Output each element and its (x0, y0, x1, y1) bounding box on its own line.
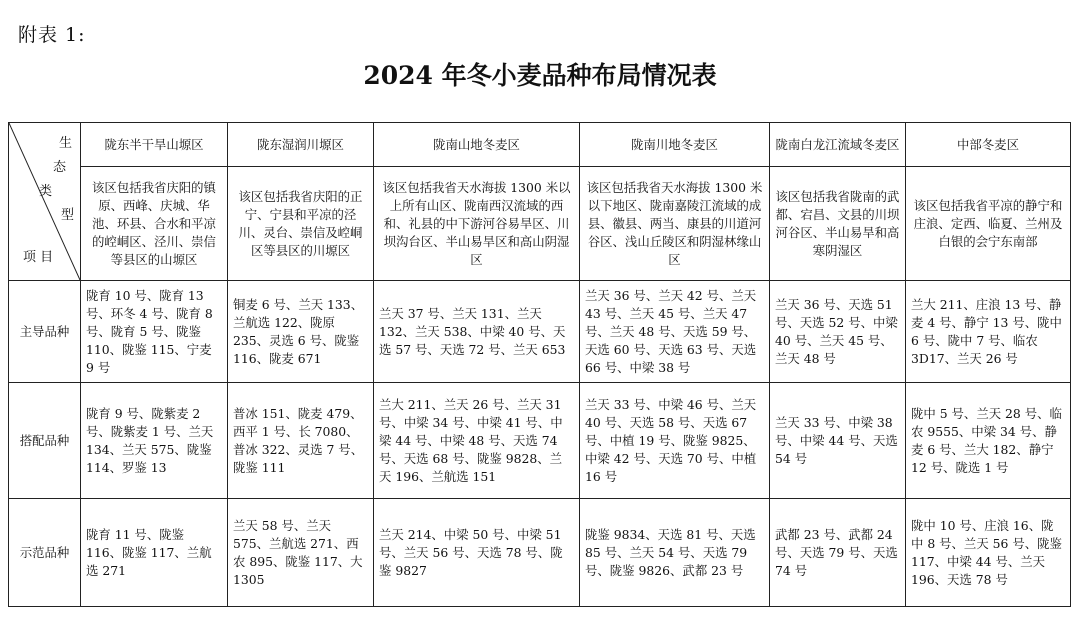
page-title: 2024 年冬小麦品种布局情况表 (363, 61, 717, 90)
variety-cell: 陇中 10 号、庄浪 16、陇中 8 号、兰天 56 号、陇鉴 117、中梁 44 号、兰天 196、天选 78 号 (906, 499, 1071, 607)
variety-cell: 兰天 214、中梁 50 号、中梁 51 号、兰天 56 号、天选 78 号、陇鉴 9827 (374, 499, 580, 607)
variety-cell: 兰天 33 号、中梁 46 号、兰天 40 号、天选 58 号、天选 67 号、中植 19 号、陇鉴 9825、中梁 42 号、天选 70 号、中植 16 号 (580, 383, 770, 499)
variety-cell: 陇育 11 号、陇鉴 116、陇鉴 117、兰航选 271 (81, 499, 228, 607)
zone-name-row (9, 123, 1071, 167)
variety-cell: 兰大 211、庄浪 13 号、静麦 4 号、静宁 13 号、陇中 6 号、陇中 7 号、临农 3D17、兰天 26 号 (906, 281, 1071, 383)
corner-char-3: 类 (39, 184, 53, 199)
variety-cell: 陇育 9 号、陇紫麦 2 号、陇紫麦 1 号、兰天 134、兰天 575、陇鉴 114、罗鉴 13 (81, 383, 228, 499)
corner-header-cell (9, 123, 81, 281)
corner-char-4: 型 (61, 208, 75, 223)
variety-cell: 铜麦 6 号、兰天 133、兰航选 122、陇原 235、灵选 6 号、陇鉴 116、陇麦 671 (228, 281, 374, 383)
variety-cell: 陇鉴 9834、天选 81 号、天选 85 号、兰天 54 号、天选 79 号、陇鉴 9826、武都 23 号 (580, 499, 770, 607)
variety-cell: 普冰 151、陇麦 479、西平 1 号、长 7080、普冰 322、灵选 7 号、陇鉴 111 (228, 383, 374, 499)
row-label: 搭配品种 (9, 383, 81, 499)
variety-cell: 武都 23 号、武都 24 号、天选 79 号、天选 74 号 (770, 499, 906, 607)
table-row (9, 383, 1071, 499)
zone-desc: 该区包括我省天水海拔 1300 米以上所有山区、陇南西汉流域的西和、礼县的中下游河谷易旱区、川坝沟台区、半山易旱区和高山阴湿区 (374, 167, 580, 281)
variety-cell: 兰大 211、兰天 26 号、兰天 31 号、中梁 34 号、中梁 41 号、中梁 44 号、中梁 48 号、天选 74 号、天选 68 号、陇鉴 9828、兰天 196、兰航选 151 (374, 383, 580, 499)
annex-label: 附表 1: (18, 24, 86, 46)
table-row (9, 281, 1071, 383)
variety-cell: 陇中 5 号、兰天 28 号、临农 9555、中梁 34 号、静麦 6 号、兰大 182、静宁 12 号、陇选 1 号 (906, 383, 1071, 499)
zone-desc: 该区包括我省庆阳的正宁、宁县和平凉的泾川、灵台、崇信及崆峒区等县区的川塬区 (228, 167, 374, 281)
zone-name: 陇南白龙江流域冬麦区 (770, 123, 906, 167)
row-label: 主导品种 (9, 281, 81, 383)
variety-cell: 兰天 33 号、中梁 38 号、中梁 44 号、天选 54 号 (770, 383, 906, 499)
zone-name: 中部冬麦区 (906, 123, 1071, 167)
variety-cell: 兰天 36 号、兰天 42 号、兰天 43 号、兰天 45 号、兰天 47 号、兰天 48 号、天选 59 号、天选 60 号、天选 63 号、天选 66 号、中梁 38 号 (580, 281, 770, 383)
variety-cell: 兰天 37 号、兰天 131、兰天 132、兰天 538、中梁 40 号、天选 57 号、天选 72 号、兰天 653 (374, 281, 580, 383)
zone-desc: 该区包括我省天水海拔 1300 米以下地区、陇南嘉陵江流域的成县、徽县、两当、康县的川道河谷区、浅山丘陵区和阴湿林缘山区 (580, 167, 770, 281)
table-row (9, 499, 1071, 607)
row-label: 示范品种 (9, 499, 81, 607)
variety-layout-table (8, 122, 1071, 607)
zone-name: 陇东湿润川塬区 (228, 123, 374, 167)
zone-desc: 该区包括我省陇南的武都、宕昌、文县的川坝河谷区、半山易旱和高寒阴湿区 (770, 167, 906, 281)
zone-name: 陇南山地冬麦区 (374, 123, 580, 167)
corner-char-2: 态 (53, 160, 67, 175)
variety-cell: 陇育 10 号、陇育 13 号、环冬 4 号、陇育 8 号、陇育 5 号、陇鉴 110、陇鉴 115、宁麦 9 号 (81, 281, 228, 383)
variety-cell: 兰天 36 号、天选 51 号、天选 52 号、中梁 40 号、兰天 45 号、兰天 48 号 (770, 281, 906, 383)
zone-desc-row (9, 167, 1071, 281)
variety-cell: 兰天 58 号、兰天 575、兰航选 271、西农 895、陇鉴 117、大 1305 (228, 499, 374, 607)
zone-desc: 该区包括我省平凉的静宁和庄浪、定西、临夏、兰州及白银的会宁东南部 (906, 167, 1071, 281)
zone-name: 陇南川地冬麦区 (580, 123, 770, 167)
zone-desc: 该区包括我省庆阳的镇原、西峰、庆城、华池、环县、合水和平凉的崆峒区、泾川、崇信等县区的山塬区 (81, 167, 228, 281)
corner-item-label: 项 目 (23, 250, 54, 265)
corner-char-1: 生 (59, 136, 73, 151)
zone-name: 陇东半干旱山塬区 (81, 123, 228, 167)
